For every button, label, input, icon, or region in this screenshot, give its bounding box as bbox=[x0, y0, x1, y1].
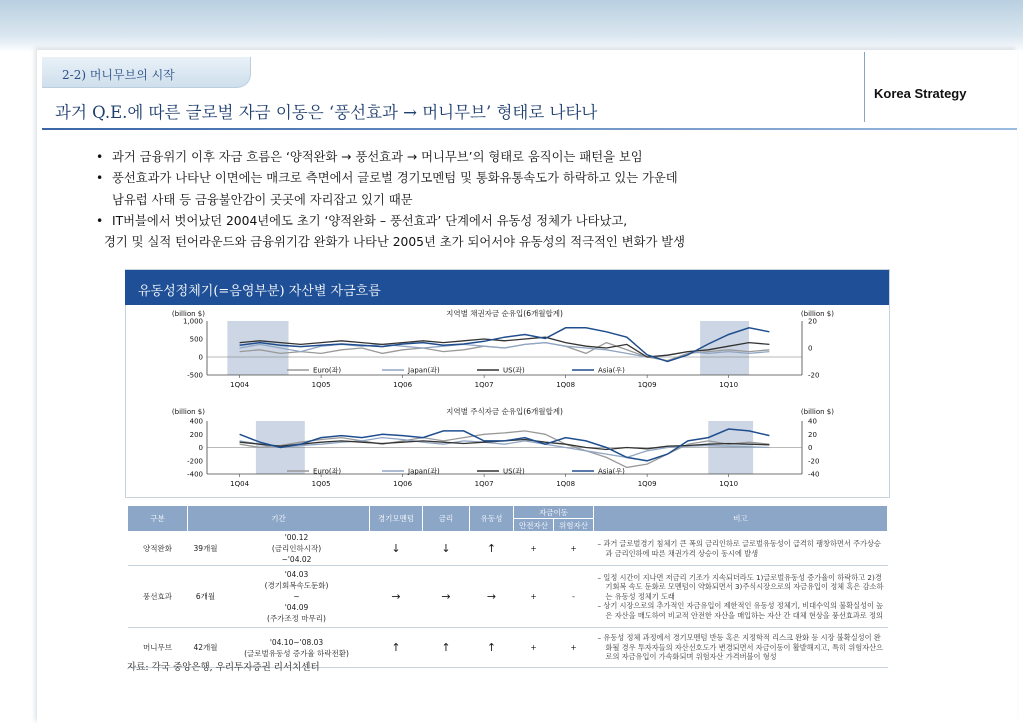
x-tick-label: 1Q05 bbox=[311, 480, 331, 488]
period-line: ~ bbox=[293, 592, 300, 601]
remark-cell bbox=[594, 566, 888, 628]
table-header: 기간 bbox=[188, 506, 370, 532]
remark-line: – 유동성 정체 과정에서 경기모멘텀 반등 혹은 지정학적 리스크 완화 등 시장 불확실성이 완화될 경우 투자자들의 자산선호도가 변경되면서 자금이동이 활발해지고, 특히 위험자산으로의 자금유입이 가속화되며 위험자산 가격버블이 형성 bbox=[597, 633, 883, 662]
table-header: 경기모멘텀 bbox=[370, 506, 423, 532]
chart-title: 지역별 주식자금 순유입(6개월합계) bbox=[446, 407, 563, 416]
y-tick-label-left: 400 bbox=[189, 417, 203, 426]
safe-asset-cell: + bbox=[514, 566, 554, 628]
x-tick-label: 1Q04 bbox=[230, 480, 250, 488]
top-band bbox=[0, 0, 1023, 52]
series-line bbox=[240, 431, 770, 468]
breadcrumb-label: 2-2) 머니무브의 시작 bbox=[62, 68, 175, 82]
phase-name: 양적완화 bbox=[128, 532, 188, 566]
chart-title: 지역별 채권자금 순유입(6개월합계) bbox=[446, 309, 563, 318]
table-header: 금리 bbox=[423, 506, 470, 532]
y-tick-label-left: 200 bbox=[189, 430, 203, 439]
period-line: (경기회복속도둔화) bbox=[264, 581, 329, 590]
table-header: 자금이동 bbox=[514, 506, 594, 519]
risk-asset-cell: + bbox=[554, 628, 594, 668]
x-tick-label: 1Q08 bbox=[556, 381, 576, 389]
phase-months: 42개월 bbox=[188, 628, 224, 668]
bullet-item: • IT버블에서 벗어났던 2004년에도 초기 ‘양적완화 – 풍선효과’ 단계에서 유동성 정체가 나타났고, bbox=[94, 211, 834, 232]
x-tick-label: 1Q07 bbox=[474, 480, 494, 488]
remark-line: – 과거 글로벌경기 침체기 큰 폭의 금리인하로 글로벌유동성이 급격히 팽창하면서 주가상승과 금리인하에 따른 채권가격 상승이 동시에 발생 bbox=[597, 538, 881, 558]
page-title: 과거 Q.E.에 따른 글로벌 자금 이동은 ‘풍선효과 → 머니무브’ 형태로 나타나 bbox=[55, 103, 598, 122]
phase-name: 풍선효과 bbox=[128, 566, 188, 628]
liquidity-cell: ↑ bbox=[470, 532, 514, 566]
y-tick-label-left: 500 bbox=[189, 335, 203, 344]
phase-period bbox=[224, 566, 370, 628]
legend-label: US(좌) bbox=[503, 366, 525, 375]
legend-label: Euro(좌) bbox=[313, 366, 342, 375]
y-tick-label-right: 20 bbox=[808, 430, 817, 439]
rate-cell: ↓ bbox=[423, 532, 470, 566]
chart-panel-title: 유동성정체기(=음영부분) 자산별 자금흐름 bbox=[138, 284, 381, 299]
bullet-item: • 과거 금융위기 이후 자금 흐름은 ‘양적완화 → 풍선효과 → 머니무브’의 형태로 움직이는 패턴을 보임 bbox=[94, 147, 834, 168]
momentum-cell: ↓ bbox=[370, 532, 423, 566]
source-note: 자료: 각국 중앙은행, 우리투자증권 리서치센터 bbox=[127, 662, 320, 673]
y-tick-label-right: 0 bbox=[808, 344, 813, 353]
remark-cell bbox=[594, 628, 888, 668]
title-rule bbox=[42, 128, 1017, 130]
y-tick-label-left: 1,000 bbox=[182, 317, 203, 326]
period-line: '04.09 bbox=[284, 603, 309, 612]
phase-name: 머니무브 bbox=[128, 628, 188, 668]
y-axis-label-right: (billion $) bbox=[800, 408, 834, 416]
y-tick-label-left: 0 bbox=[198, 353, 203, 362]
x-tick-label: 1Q08 bbox=[556, 480, 576, 488]
x-tick-label: 1Q05 bbox=[311, 381, 331, 389]
legend-label: Euro(좌) bbox=[313, 467, 342, 476]
y-tick-label-left: 0 bbox=[198, 444, 203, 452]
shaded-region bbox=[700, 321, 749, 375]
momentum-cell: ↑ bbox=[370, 628, 423, 668]
risk-asset-cell: + bbox=[554, 532, 594, 566]
y-tick-label-left: -400 bbox=[187, 470, 203, 479]
legend-label: US(좌) bbox=[503, 467, 525, 476]
table-row bbox=[128, 532, 888, 566]
bullet-list bbox=[94, 147, 834, 253]
momentum-cell: → bbox=[370, 566, 423, 628]
legend-label: Japan(좌) bbox=[408, 366, 440, 375]
x-tick-label: 1Q06 bbox=[393, 480, 413, 488]
x-tick-label: 1Q07 bbox=[474, 381, 494, 389]
y-tick-label-right: -20 bbox=[808, 371, 820, 380]
rate-cell: ↑ bbox=[423, 628, 470, 668]
chart-panel-header bbox=[125, 270, 889, 305]
breadcrumb bbox=[42, 57, 251, 88]
period-line: ~'04.02 bbox=[281, 555, 312, 564]
bullet-continuation: 경기 및 실적 턴어라운드와 금융위기감 완화가 나타난 2005년 초가 되어서야 유동성의 적극적인 변화가 발생 bbox=[104, 235, 686, 250]
safe-asset-cell: + bbox=[514, 628, 554, 668]
y-tick-label-left: -500 bbox=[187, 371, 203, 380]
period-line: (주가조정 마무리) bbox=[267, 614, 326, 623]
liquidity-cell: → bbox=[470, 566, 514, 628]
remark-line: – 상기 시장으로의 추가적인 자금유입이 제한적인 유동성 정체기, 비대수익의 불확실성이 높은 자산을 매도하여 비교적 안전한 자산을 매입하는 자산 간 대체 현상을 풍선효과로 정의 bbox=[597, 601, 884, 620]
remark-cell bbox=[594, 532, 888, 566]
x-tick-label: 1Q09 bbox=[637, 381, 657, 389]
table-subheader: 안전자산 bbox=[514, 519, 554, 532]
risk-asset-cell: - bbox=[554, 566, 594, 628]
x-tick-label: 1Q10 bbox=[719, 381, 739, 389]
table-header: 비고 bbox=[594, 506, 888, 532]
phase-months: 6개월 bbox=[188, 566, 224, 628]
table-header: 구분 bbox=[128, 506, 188, 532]
y-tick-label-right: 0 bbox=[808, 444, 813, 452]
y-axis-label-left: (billion $) bbox=[171, 310, 205, 318]
x-tick-label: 1Q09 bbox=[637, 480, 657, 488]
y-axis-label-right: (billion $) bbox=[800, 310, 834, 318]
x-tick-label: 1Q04 bbox=[230, 381, 250, 389]
phase-period bbox=[224, 532, 370, 566]
legend-label: Asia(우) bbox=[598, 366, 625, 375]
rate-cell: → bbox=[423, 566, 470, 628]
table-row bbox=[128, 566, 888, 628]
liquidity-cell: ↑ bbox=[470, 628, 514, 668]
remark-line: – 일정 시간이 지나면 저금리 기조가 지속되더라도 1)글로벌유동성 증가율이 하락하고 2)경기회복 속도 둔화로 모멘텀이 약화되면서 3)주식시장으로의 자금유입이 정체 혹은 감소하는 유동성 정체기 도래 bbox=[597, 572, 884, 601]
period-line: (금리인하시작) bbox=[271, 544, 322, 553]
period-line: '04.03 bbox=[284, 570, 309, 579]
safe-asset-cell: + bbox=[514, 532, 554, 566]
legend-label: Japan(좌) bbox=[408, 467, 440, 476]
phase-table bbox=[127, 505, 888, 668]
y-tick-label-right: 40 bbox=[808, 417, 817, 426]
series-line bbox=[240, 328, 770, 362]
brand-label: Korea Strategy bbox=[874, 86, 967, 101]
bond-flow-chart bbox=[127, 307, 887, 402]
y-tick-label-right: 20 bbox=[808, 317, 817, 326]
period-line: '04.10~'08.03 bbox=[269, 637, 324, 647]
y-tick-label-right: -20 bbox=[808, 457, 820, 466]
period-line: '00.12 bbox=[284, 533, 309, 542]
period-line: (글로벌유동성 증가율 하락전환) bbox=[244, 648, 349, 658]
y-tick-label-left: -200 bbox=[187, 457, 203, 466]
bullet-item: • 풍선효과가 나타난 이면에는 매크로 측면에서 글로벌 경기모멘텀 및 통화유통속도가 하락하고 있는 가운데 bbox=[94, 168, 834, 189]
table-header: 유동성 bbox=[470, 506, 514, 532]
phase-months: 39개월 bbox=[188, 532, 224, 566]
header-divider bbox=[864, 52, 865, 122]
x-tick-label: 1Q10 bbox=[719, 480, 739, 488]
equity-flow-chart bbox=[127, 403, 887, 495]
bullet-continuation: 남유럽 사태 등 금융불안감이 곳곳에 자리잡고 있기 때문 bbox=[112, 192, 413, 207]
legend-label: Asia(우) bbox=[598, 467, 625, 476]
x-tick-label: 1Q06 bbox=[393, 381, 413, 389]
y-axis-label-left: (billion $) bbox=[171, 408, 205, 416]
y-tick-label-right: -40 bbox=[808, 470, 820, 479]
table-subheader: 위험자산 bbox=[554, 519, 594, 532]
